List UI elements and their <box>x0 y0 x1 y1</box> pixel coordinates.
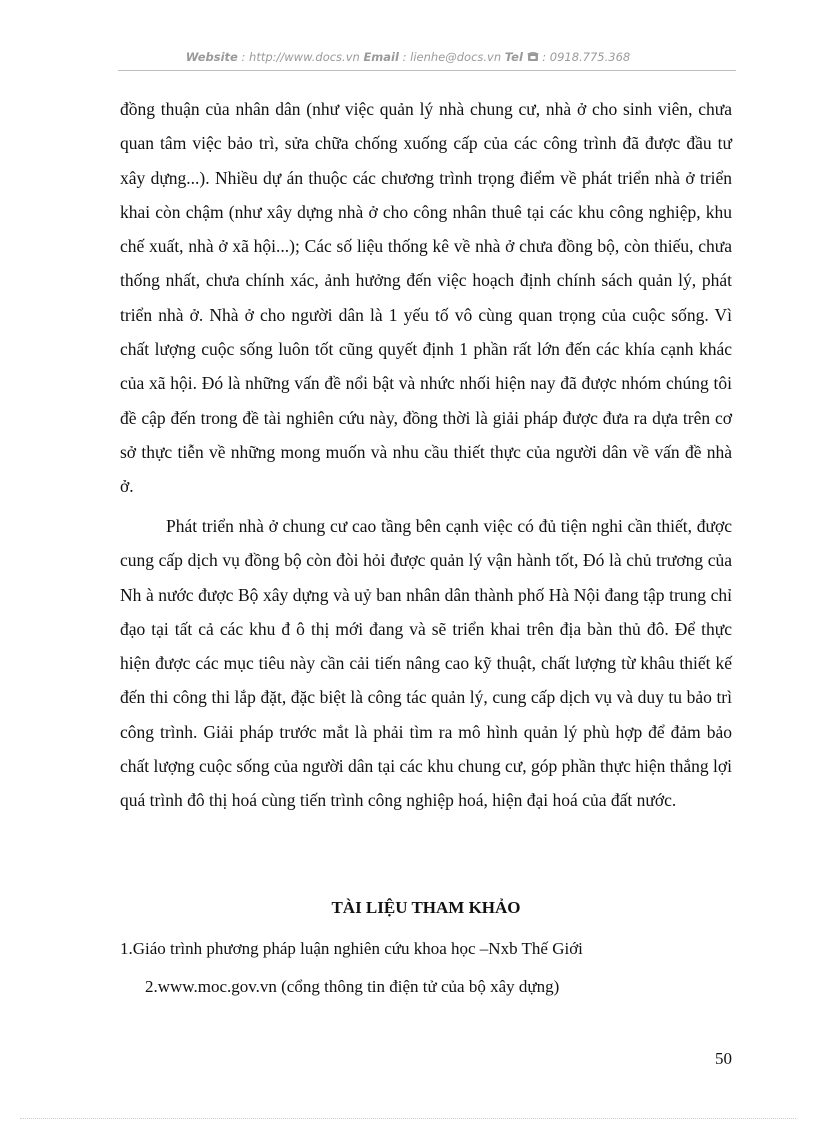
email-label: Email <box>363 50 399 64</box>
email-value: : lienhe@docs.vn <box>398 50 505 64</box>
page-number: 50 <box>715 1049 732 1068</box>
website-label: Website <box>185 50 238 64</box>
reference-item-2: 2.www.moc.gov.vn (cổng thông tin điện tử của bộ xây dựng) <box>145 977 560 996</box>
header-divider <box>118 70 736 71</box>
footer-divider <box>20 1118 796 1119</box>
reference-item-1: 1.Giáo trình phương pháp luận nghiên cứu khoa học –Nxb Thế Giới <box>120 939 583 958</box>
tel-label: Tel <box>504 50 523 64</box>
phone-icon <box>527 51 539 65</box>
references-heading: TÀI LIỆU THAM KHẢO <box>331 898 521 917</box>
body-paragraph-1: đồng thuận của nhân dân (như việc quản lý nhà chung cư, nhà ở cho sinh viên, chưa quan tâm việc bảo trì, sửa chữa chống xuống cấp của các công trình đã được đầu tư xây dựng...). Nhiều dự án thuộc các chương trình trọng điểm về phát triển nhà ở triển khai còn chậm (như xây dựng nhà ở cho công nhân thuê tại các khu công nghiệp, khu chế xuất, nhà ở xã hội...); Các số liệu thống kê về nhà ở chưa đồng bộ, còn thiếu, chưa thống nhất, chưa chính xác, ảnh hưởng đến việc hoạch định chính sách quản lý, phát triển nhà ở. Nhà ở cho người dân là 1 yếu tố vô cùng quan trọng của cuộc sống. Vì chất lượng cuộc sống luôn tốt cũng quyết định 1 phần rất lớn đến các khía cạnh khác của xã hội. Đó là những vấn đề nổi bật và nhức nhối hiện nay đã được nhóm chúng tôi đề cập đến trong đề tài nghiên cứu này, đồng thời là giải pháp được đưa ra dựa trên cơ sở thực tiễn về những mong muốn và nhu cầu thiết thực của người dân về vấn đề nhà ở. <box>120 99 732 497</box>
tel-value: : 0918.775.368 <box>538 50 631 64</box>
page-header <box>0 50 816 65</box>
body-paragraph-2: Phát triển nhà ở chung cư cao tầng bên cạnh việc có đủ tiện nghi cần thiết, được cung cấp dịch vụ đồng bộ còn đòi hỏi được quản lý vận hành tốt, Đó là chủ trương của Nh à nước được Bộ xây dựng và uỷ ban nhân dân thành phố Hà Nội đang tập trung chỉ đạo tại tất cả các khu đ ô thị mới đang và sẽ triển khai trên địa bàn thủ đô. Để thực hiện được các mục tiêu này cần cải tiến nâng cao kỹ thuật, chất lượng từ khâu thiết kế đến thi công thi lắp đặt, đặc biệt là công tác quản lý, cung cấp dịch vụ và duy tu bảo trì công trình. Giải pháp trước mắt là phải tìm ra mô hình quản lý phù hợp để đảm bảo chất lượng cuộc sống của người dân tại các khu chung cư, góp phần thực hiện thắng lợi quá trình đô thị hoá cùng tiến trình công nghiệp hoá, hiện đại hoá của đất nước. <box>120 516 732 811</box>
website-value: : http://www.docs.vn <box>237 50 364 64</box>
